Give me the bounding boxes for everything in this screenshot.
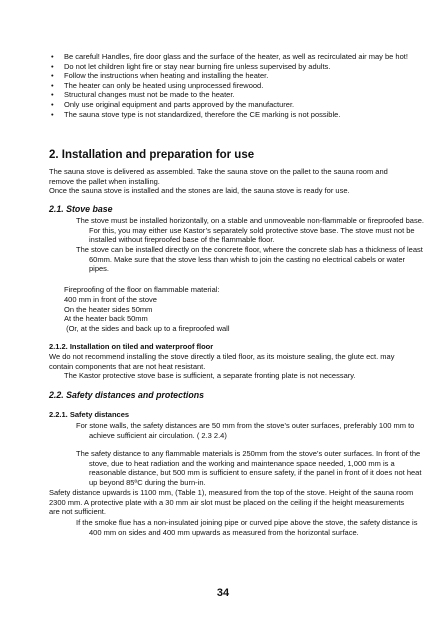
tiled-floor-paragraph-2: The Kastor protective stove base is sufficient, a separate fronting plate is not necessary. <box>64 371 356 380</box>
upward-distance-paragraph: Safety distance upwards is 1100 mm, (Table 1), measured from the top of the stove. Height of the sauna room 2300 mm. A protective plate with a 30 mm air slot must be placed on the ceiling if the height measurements are not sufficient. <box>49 488 414 517</box>
section-intro-text: The sauna stove is delivered as assembled. Take the sauna stove on the pallet to the sauna room and remove the pallet when installing. <box>49 167 388 186</box>
bullet-item: • The heater can only be heated using unprocessed firewood. <box>51 80 264 90</box>
bullet-item: • Do not let children light fire or stay near burning fire unless supervised by adults. <box>51 61 331 71</box>
concrete-floor-paragraph: The stove can be installed directly on the concrete floor, where the concrete slab has a thickness of least 60mm. Make sure that the stove less than whish to join the casting no electrical cabels or water pipes. <box>76 245 423 274</box>
flammable-distance-paragraph: The safety distance to any flammable materials is 250mm from the stove’s outer surfaces. In front of the stove, due to heat radiation and the working and maintenance space needed, 1,000 mm is a reasonable distance, but 500 mm is sufficient to ensure safety, if the panel in front of it does not heat up beyond 85ºC during the burn-in. <box>76 449 422 487</box>
fireproofing-line: 400 mm in front of the stove <box>64 295 157 304</box>
bullet-symbol: • <box>51 80 54 90</box>
bullet-symbol: • <box>51 90 54 100</box>
section-heading: 2. Installation and preparation for use <box>49 149 255 161</box>
bullet-item: • The sauna stove type is not standardized, therefore the CE marking is not possible. <box>51 109 341 119</box>
bullet-symbol: • <box>51 109 54 119</box>
stove-base-heading: 2.1. Stove base <box>49 204 113 214</box>
stove-base-paragraph: The stove must be installed horizontally, on a stable and unmoveable non-flammable or fireproofed base. For this, you may either use Kastor’s separately sold protective stove base. The stove must not be installed without fireproofed base of the flammable floor. <box>76 216 424 245</box>
fireproofing-line: On the heater sides 50mm <box>64 305 153 314</box>
section-intro-text-2: Once the sauna stove is installed and the stones are laid, the sauna stove is ready for use. <box>49 186 350 195</box>
smoke-flue-paragraph: If the smoke flue has a non-insulated joining pipe or curved pipe above the stove, the safety distance is 400 mm on sides and 400 mm upwards as measured from the horizontal surface. <box>76 518 418 537</box>
bullet-symbol: • <box>51 71 54 81</box>
bullet-item: • Only use original equipment and parts approved by the manufacturer. <box>51 99 295 109</box>
bullet-item: • Follow the instructions when heating and installing the heater. <box>51 71 269 81</box>
fireproofing-line: At the heater back 50mm <box>64 314 148 323</box>
bullet-item: • Structural changes must not be made to the heater. <box>51 90 235 100</box>
tiled-floor-paragraph: We do not recommend installing the stove directly a tiled floor, as its moisture sealing, the glute ect. may contain components that are not heat resistant. <box>49 352 395 371</box>
warning-bullet-list <box>51 52 414 119</box>
safety-heading: 2.2. Safety distances and protections <box>49 390 204 400</box>
bullet-symbol: • <box>51 61 54 71</box>
page-number: 34 <box>216 587 230 599</box>
bullet-symbol: • <box>51 99 54 109</box>
tiled-floor-heading: 2.1.2. Installation on tiled and waterproof floor <box>49 342 214 351</box>
fireproofing-line: (Or, at the sides and back up to a fireproofed wall <box>64 324 230 333</box>
bullet-symbol: • <box>51 52 54 61</box>
bullet-item: • Be careful! Handles, fire door glass and the surface of the heater, as well as recirculated air may be hot! <box>51 52 408 61</box>
stone-walls-paragraph: For stone walls, the safety distances are 50 mm from the stove’s outer surfaces, preferably 100 mm to achieve sufficient air circulation. ( 2.3 2.4) <box>76 421 415 440</box>
safety-distances-heading: 2.2.1. Safety distances <box>49 410 130 419</box>
fireproofing-title: Fireproofing of the floor on flammable material: <box>64 285 220 294</box>
